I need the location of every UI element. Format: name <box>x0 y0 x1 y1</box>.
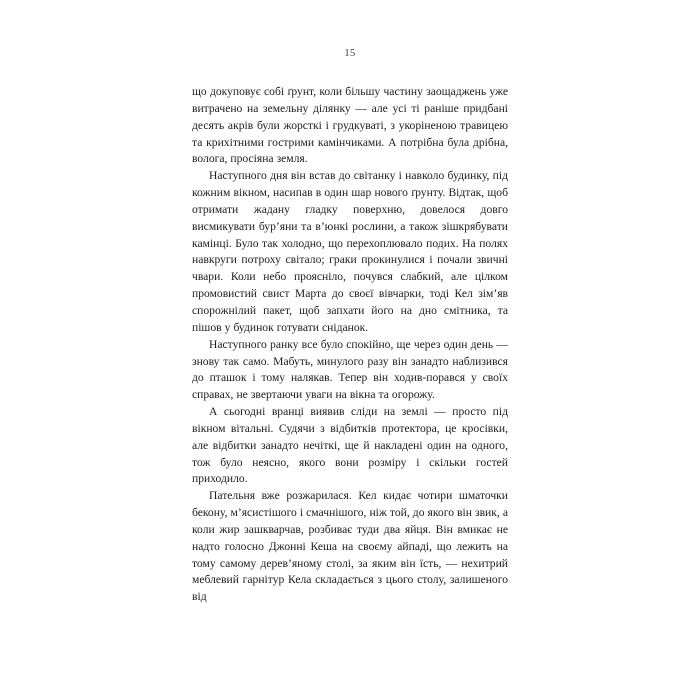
paragraph: Пательня вже розжарилася. Кел кидає чотири шматочки бекону, м’ясистішого і смачнішого, ніж той, до якого він звик, а коли жир зашкварчав, розбиває туди два яйця. Він вмикає не надто голосно Джонні Кеша на своєму айпаді, що лежить на тому самому дерев’яному столі, за яким він їсть, — нехитрий меблевий гарнітур Кела складається з цього столу, залишеного від <box>192 489 508 604</box>
paragraph: А сьогодні вранці виявив сліди на землі — просто під вікном вітальні. Судячи з відбитків протектора, це кросівки, але відбитки занадто нечіткі, ще й накладені один на одного, тож було неясно, якого вони розміру і скільки гостей приходило. <box>192 405 508 486</box>
page-number: 15 <box>344 48 356 59</box>
body-text-block <box>192 84 508 606</box>
paragraph: що докуповує собі ґрунт, коли більшу частину заощаджень уже витрачено на земельну ділянку — але усі ті раніше придбані десять акрів були жорсткі і грудкуваті, з укоріненою травицею та крихітними гострими камінчиками. А потрібна була дрібна, волога, просіяна земля. <box>192 85 508 166</box>
paragraph: Наступного ранку все було спокійно, ще через один день — знову так само. Мабуть, минулого разу він занадто наблизився до пташок і тому налякав. Тепер він ходив-порався у своїх справах, не звертаючи уваги на вікна та огорожу. <box>192 337 508 402</box>
paragraph: Наступного дня він встав до світанку і навколо будинку, під кожним вікном, насипав в один шар нового ґрунту. Відтак, щоб отримати жадану гладку поверхню, довелося довго висмикувати бур’яни та в’юнкі рослини, а також зішкрябувати камінці. Було так холодно, що перехоплювало подих. На полях навкруги потроху світало; граки прокинулися і почали звичні чвари. Коли небо прояснiло, почувся слабкий, але цілком промовистий свист Марта до своєї вівчарки, тоді Кел зім’яв спорожнілий пакет, щоб запхати його на дно смітника, та пішов у будинок готувати сніданок. <box>192 169 508 334</box>
